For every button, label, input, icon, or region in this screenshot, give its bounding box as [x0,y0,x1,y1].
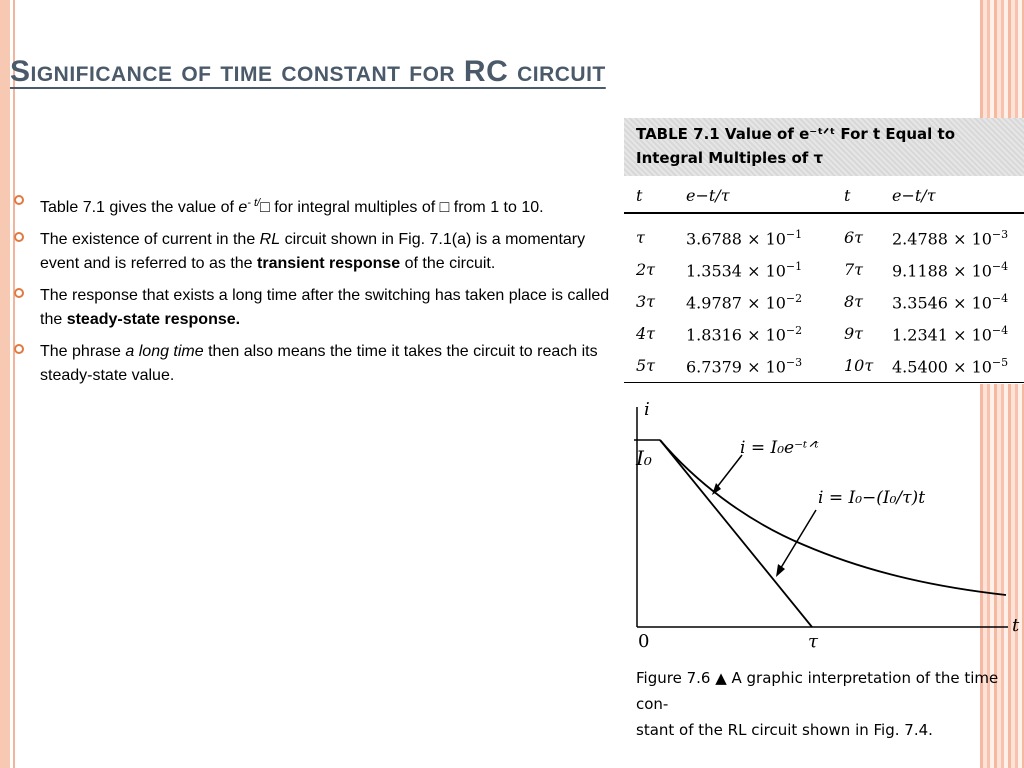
table-cell-multiple: 10τ [844,356,874,375]
table-cell-value [892,324,1008,344]
table-cell-value [892,292,1008,312]
table-caption-line2: Integral Multiples of τ [636,149,824,167]
table-cell-value [686,292,802,312]
left-accent-bar [0,0,10,768]
bullet-text: The response that exists a long time after the switching has taken place is called the [40,287,610,328]
value-mantissa: 4.5400 × 10 [892,357,992,377]
response-graph [624,395,1024,665]
value-exponent: −1 [785,260,803,273]
value-mantissa: 1.8316 × 10 [686,325,786,345]
table-cell-value [892,228,1008,248]
initial-slope-line [660,440,812,627]
value-mantissa: 9.1188 × 10 [892,261,992,281]
missing-glyph-icon: □ [439,199,450,216]
table-cell-value [686,260,802,280]
value-mantissa: 1.3534 × 10 [686,261,786,281]
value-mantissa: 2.4788 × 10 [892,229,992,249]
bullet-text: from 1 to 10. [449,199,544,216]
value-exponent: −4 [991,260,1009,273]
value-exponent: −1 [785,228,803,241]
table-caption-line1: TABLE 7.1 Value of e⁻ᵗᐟᵗ For t Equal to [636,125,956,143]
value-mantissa: 3.6788 × 10 [686,229,786,249]
value-mantissa: 3.3546 × 10 [892,293,992,313]
slide-title: Significance of time constant for RC circuit [10,55,606,88]
value-exponent: −2 [785,324,803,337]
bullet-circle-icon [14,344,24,354]
curve-equation-label: i = I₀e⁻ᵗᐟᵗ [740,438,819,458]
table-cell-multiple: 4τ [636,324,656,343]
bullet-superscript: - t/ [247,197,261,209]
bullet-text: The phrase [40,343,126,360]
table-cell-multiple: 5τ [636,356,656,375]
value-exponent: −2 [785,292,803,305]
column-header-value: e−t/τ [892,186,936,205]
value-mantissa: 1.2341 × 10 [892,325,992,345]
bullet-text-italic: a long time [125,343,204,360]
bullet-text: Table 7.1 gives the value of [40,199,239,216]
value-mantissa: 6.7379 × 10 [686,357,786,377]
time-constant-figure [624,395,1024,739]
bullet-text-italic: e [238,199,248,216]
bullet-text-bold: steady-state response. [66,311,241,328]
table-cell-multiple: 6τ [844,228,864,247]
value-exponent: −3 [991,228,1009,241]
bullet-text: circuit shown in Fig. 7.1(a) is a momentary event and is referred to as the [40,231,586,272]
table-cell-value [686,356,802,376]
table-caption [636,122,1016,170]
table-header-rule [624,212,1024,214]
line-equation-label: i = I₀−(I₀/τ)t [818,488,926,508]
i0-label: I₀ [636,446,652,470]
x-axis-label: t [1012,615,1020,636]
bullet-circle-icon [14,195,24,205]
y-axis-label: i [644,399,650,420]
bullet-text: The existence of current in the [40,231,260,248]
exponential-table [624,118,1024,384]
table-cell-value [892,260,1008,280]
bullet-item [14,228,614,276]
value-exponent: −5 [991,356,1009,369]
table-cell-multiple: 3τ [636,292,656,311]
table-cell-value [686,324,802,344]
line-pointer-arrowhead [776,564,785,577]
table-cell-value [892,356,1008,376]
missing-glyph-icon: □ [260,199,270,216]
bullet-text: for integral multiples of [269,199,440,216]
bullet-text-italic: RL [259,231,281,248]
table-cell-multiple: 7τ [844,260,864,279]
table-caption-band [624,118,1024,176]
value-exponent: −3 [785,356,803,369]
tau-label: τ [808,631,818,652]
value-exponent: −4 [991,324,1009,337]
exponential-decay-curve [660,440,1006,595]
table-cell-multiple: 9τ [844,324,864,343]
bullet-circle-icon [14,288,24,298]
bullet-item [14,191,614,220]
column-header-t: t [844,186,851,205]
table-cell-multiple: τ [636,228,645,247]
curve-pointer-arrow [714,455,742,491]
bullet-item [14,340,614,388]
bullet-text: then also means the time it takes the circuit to reach its steady-state value. [40,343,598,384]
table-cell-multiple: 8τ [844,292,864,311]
bullet-text-bold: transient response [257,255,401,272]
bullet-text: of the circuit. [400,255,496,272]
figure-caption-line2: stant of the RL circuit shown in Fig. 7.4. [636,721,933,739]
table-cell-multiple: 2τ [636,260,656,279]
figure-caption [636,665,1016,743]
bullet-circle-icon [14,232,24,242]
bullet-item [14,284,614,332]
column-header-value: e−t/τ [686,186,730,205]
table-cell-value [686,228,802,248]
value-mantissa: 4.9787 × 10 [686,293,786,313]
figure-caption-line1: Figure 7.6 ▲ A graphic interpretation of the time con- [636,669,999,713]
origin-label: 0 [638,631,650,652]
bullet-list [14,191,614,396]
value-exponent: −4 [991,292,1009,305]
table-bottom-rule [624,382,1024,383]
column-header-t: t [636,186,643,205]
line-pointer-arrow [779,510,816,571]
